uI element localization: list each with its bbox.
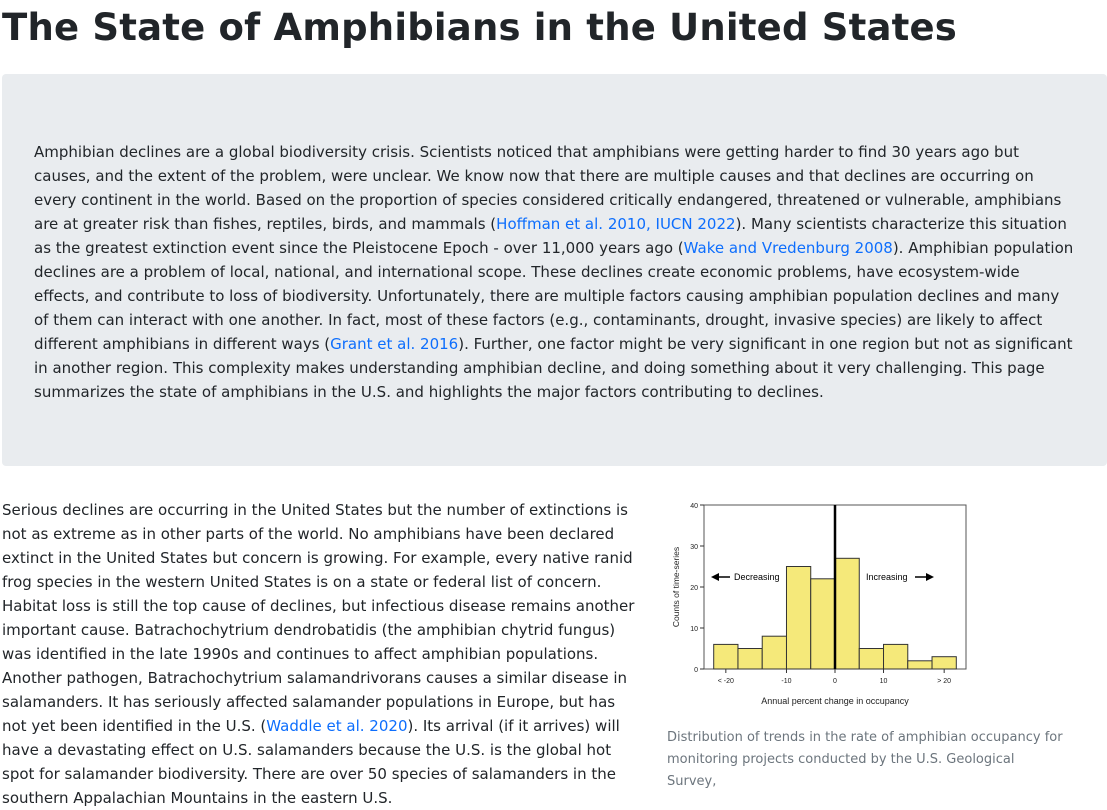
histogram-bar (932, 657, 956, 669)
histogram-bar (884, 644, 908, 669)
histogram-bar (835, 558, 859, 669)
figure-caption: Distribution of trends in the rate of amphibian occupancy for monitoring projects conducted by the U.S. Geological Survey, (667, 730, 1063, 789)
citation-link-waddle[interactable]: Waddle et al. 2020 (266, 717, 408, 735)
histogram-bar (908, 661, 932, 669)
body-text-1: Serious declines are occurring in the United States but the number of extinctions is not as extreme as in other parts of the world. No amphibians have been declared extinct in the United States but concern is growing. For example, every native ranid frog species in the western United States is on a state or federal list of concern. Habitat loss is still the top cause of declines, but infectious disease remains another important cause. Batrachochytrium dendrobatidis (the amphibian chytrid fungus) was identified in the late 1990s and continues to affect amphibian populations. Another pathogen, Batrachochytrium salamandrivorans causes a similar disease in salamanders. It has seriously affected salamander populations in Europe, but has not yet been identified in the U.S. ( (2, 501, 635, 735)
body-paragraph (2, 498, 642, 810)
y-tick-label: 0 (694, 667, 698, 674)
intro-text-2: ). Many scientists characterize this situation as the greatest extinction event since the Pleistocene Epoch - over 11,000 years ago ( (34, 215, 1067, 257)
histogram-bar (714, 644, 738, 669)
x-tick-label: -10 (781, 678, 792, 685)
histogram-bar (738, 649, 762, 670)
y-tick-label: 10 (690, 626, 698, 633)
histogram-bar (786, 567, 810, 670)
histogram-bar (811, 579, 835, 669)
histogram-bar (762, 636, 786, 669)
x-axis-label: Annual percent change in occupancy (761, 696, 909, 706)
citation-link-hoffman-iucn[interactable]: Hoffman et al. 2010, IUCN 2022 (496, 215, 736, 233)
increasing-label: Increasing (866, 572, 908, 582)
intro-panel (2, 74, 1107, 466)
x-tick-label: 0 (833, 678, 837, 685)
body-column (2, 498, 642, 810)
decreasing-label: Decreasing (734, 572, 780, 582)
y-tick-label: 30 (690, 544, 698, 551)
x-tick-label: > 20 (937, 678, 952, 685)
intro-text-1: Amphibian declines are a global biodiversity crisis. Scientists noticed that amphibians were getting harder to find 30 years ago but causes, and the extent of the problem, were unclear. We know now that there are multiple causes and that declines are occurring on every continent in the world. Based on the proportion of species considered critically endangered, threatened or vulnerable, amphibians are at greater risk than fishes, reptiles, birds, and mammals ( (34, 143, 1062, 233)
intro-text-3: ). Amphibian population declines are a problem of local, national, and international scope. These declines create economic problems, have ecosystem-wide effects, and contribute to loss of biodiversity. Unfortunately, there are multiple factors causing amphibian population declines and many of them can interact with one another. In fact, most of these factors (e.g., contaminants, drought, invasive species) are likely to affect different amphibians in different ways ( (34, 239, 1074, 353)
occupancy-figure (667, 497, 1087, 793)
occupancy-histogram (667, 497, 967, 713)
y-axis-label: Counts of time-series (671, 546, 681, 628)
x-tick-label: 10 (879, 678, 888, 685)
y-tick-label: 20 (690, 585, 698, 592)
x-tick-label: < -20 (717, 678, 734, 685)
citation-link-wake-vredenburg[interactable]: Wake and Vredenburg 2008 (683, 239, 893, 257)
intro-paragraph (34, 140, 1077, 404)
intro-text-4: ). Further, one factor might be very significant in one region but not as significant in another region. This complexity makes understanding amphibian decline, and doing something about it very challenging. This page summarizes the state of amphibians in the U.S. and highlights the major factors contributing to declines. (34, 335, 1073, 401)
histogram-bar (859, 649, 883, 670)
y-tick-label: 40 (690, 503, 698, 510)
body-text-2: ). Its arrival (if it arrives) will have a devastating effect on U.S. salamanders because the U.S. is the global hot spot for salamander biodiversity. There are over 50 species of salamanders in the southern Appalachian Mountains in the eastern U.S. (2, 717, 620, 807)
page-title: The State of Amphibians in the United States (2, 6, 958, 49)
citation-link-grant[interactable]: Grant et al. 2016 (330, 335, 459, 353)
